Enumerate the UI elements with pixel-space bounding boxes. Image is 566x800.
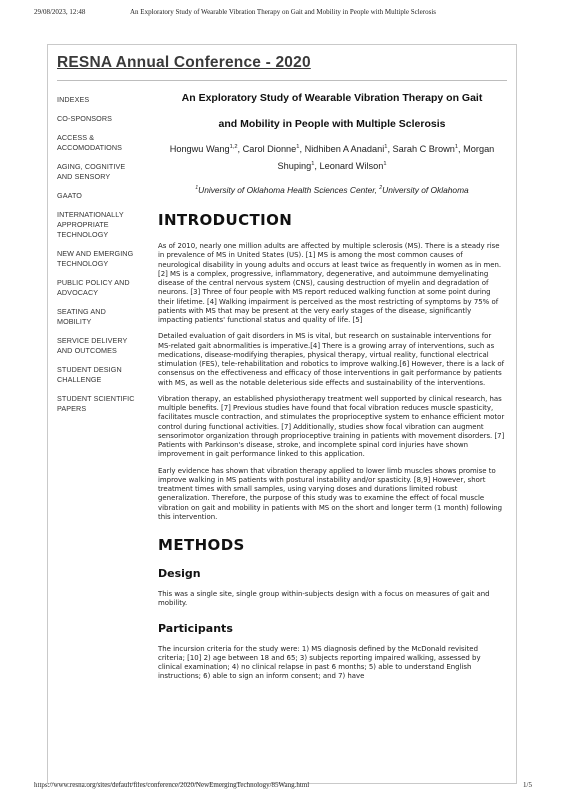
author-list bbox=[158, 141, 506, 175]
sidebar-item-public-policy-advocacy[interactable] bbox=[57, 278, 137, 298]
author-name: Carol Dionne bbox=[242, 144, 297, 154]
author-affiliation-mark: 1 bbox=[454, 143, 459, 150]
paragraph: Vibration therapy, an established physiotherapy treatment well supported by clinical research, has multiple benefits. [7] Previous studies have found that focal vibration reduces muscle spasticity, facilitates muscle contraction, and stimulates the proprioceptive system to enhance efficient motor control during functional activities. [7] Additionally, studies show focal vibration can augment sensorimotor organization through proprioceptive training in patients with movement disorders. [7] Patients with Parkinson's disease, stroke, and incomplete spinal cord injuries have shown improvement in gait performance linked to this application. bbox=[158, 394, 505, 459]
author-separator: , bbox=[314, 161, 320, 171]
print-page-number: 1/5 bbox=[523, 781, 532, 789]
author-name: Morgan Shuping bbox=[277, 144, 495, 171]
section-heading-introduction: INTRODUCTION bbox=[158, 211, 293, 229]
author-affiliation-mark: 1 bbox=[383, 160, 387, 167]
paper-title-line-1: An Exploratory Study of Wearable Vibration Therapy on Gait bbox=[181, 92, 483, 104]
author-affiliation-mark: 1,2 bbox=[229, 143, 238, 150]
site-title[interactable]: RESNA Annual Conference - 2020 bbox=[57, 54, 311, 71]
sidebar-item-label: STUDENT SCIENTIFIC PAPERS bbox=[57, 394, 135, 413]
sidebar-item-access-accomodations[interactable] bbox=[57, 133, 137, 153]
sidebar-item-label: GAATO bbox=[57, 191, 82, 200]
sidebar-item-label: PUBLIC POLICY AND ADVOCACY bbox=[57, 278, 130, 297]
article-content bbox=[158, 85, 506, 689]
author-separator: , bbox=[458, 144, 464, 154]
sidebar-item-label: SEATING AND MOBILITY bbox=[57, 307, 106, 326]
author-separator: , bbox=[237, 144, 243, 154]
sidebar-item-label: INTERNATIONALLY APPROPRIATE TECHNOLOGY bbox=[57, 210, 124, 239]
sidebar-item-label: AGING, COGNITIVE AND SENSORY bbox=[57, 162, 126, 181]
sidebar-item-label: INDEXES bbox=[57, 95, 90, 104]
author-affiliation-mark: 1 bbox=[311, 160, 315, 167]
sidebar-item-new-emerging-technology[interactable] bbox=[57, 249, 137, 269]
sidebar-item-indexes[interactable] bbox=[57, 95, 137, 105]
author-name: Sarah C Brown bbox=[392, 144, 455, 154]
subsection-heading-design: Design bbox=[158, 567, 201, 580]
sidebar-item-label: STUDENT DESIGN CHALLENGE bbox=[57, 365, 122, 384]
author-separator: , bbox=[387, 144, 393, 154]
sidebar-nav bbox=[57, 95, 137, 423]
print-footer bbox=[0, 781, 566, 793]
paragraph: The incursion criteria for the study were: 1) MS diagnosis defined by the McDonald revisited criteria; [10] 2) age between 18 and 65; 3) subjects reporting impaired walking, assessed by clinical examination; 4) no clinical relapse in past 6 months; 5) able to understand English instructions; 6) able to sign an inform consent; and 7) have bbox=[158, 644, 481, 681]
affiliation-mark: 1 bbox=[195, 185, 199, 192]
paper-title-line-2: and Mobility in People with Multiple Sclerosis bbox=[218, 118, 446, 130]
print-header bbox=[0, 8, 566, 20]
sidebar-item-student-scientific-papers[interactable] bbox=[57, 394, 137, 414]
affiliation-text: University of Oklahoma Health Sciences Center, bbox=[198, 185, 380, 195]
author-affiliation-mark: 1 bbox=[384, 143, 388, 150]
sidebar-item-internationally-appropriate-technology[interactable] bbox=[57, 210, 137, 240]
affiliations bbox=[164, 184, 500, 196]
author-name: Nidhiben A Anadani bbox=[304, 144, 385, 154]
sidebar-item-label: SERVICE DELIVERY AND OUTCOMES bbox=[57, 336, 128, 355]
print-url: https://www.resna.org/sites/default/files/conference/2020/NewEmergingTechnology/85Wang.html bbox=[34, 781, 310, 789]
subsection-heading-participants: Participants bbox=[158, 621, 233, 635]
paragraph: Detailed evaluation of gait disorders in MS is vital, but research on sustainable interventions for MS-related gait abnormalities is imperative.[4] There is a growing array of interventions, such as medications, disease-modifying therapies, physical therapy, virtual reality, functional electrical stimulation (FES), tele-rehabilitation and robotics to improve walking.[6] However, there is a lack of consensus on the effectiveness and efficacy of those interventions in gait performance by patients with MS, as well as the notable deleterious side effects and sustainability of the interventions. bbox=[158, 332, 505, 387]
sidebar-item-gaato[interactable] bbox=[57, 191, 137, 201]
paragraph: Early evidence has shown that vibration therapy applied to lower limb muscles shows promise to improve walking in MS patients with postural instability and/or spasticity. [8,9] However, short treatment times with small samples, using varying doses and durations limited robust generalization. Therefore, the purpose of this study was to examine the effect of focal muscle vibration on gait and mobility in patients with MS on the short and longer term (1 month) following this intervention. bbox=[158, 466, 503, 521]
page-frame bbox=[47, 44, 517, 784]
sidebar-item-seating-mobility[interactable] bbox=[57, 307, 137, 327]
print-timestamp: 29/08/2023, 12:48 bbox=[34, 8, 86, 16]
sidebar-item-label: NEW AND EMERGING TECHNOLOGY bbox=[57, 249, 134, 268]
author-affiliation-mark: 1 bbox=[296, 143, 300, 150]
sidebar-item-label: CO-SPONSORS bbox=[57, 114, 113, 123]
title-divider bbox=[57, 80, 507, 81]
sidebar-item-aging-cognitive-sensory[interactable] bbox=[57, 162, 137, 182]
affiliation-text: University of Oklahoma bbox=[382, 185, 469, 195]
paragraph: As of 2010, nearly one million adults are affected by multiple sclerosis (MS). There is a steady rise in prevalence of MS in United States (US). [1] MS is among the most common causes of neurological disability in young adults and occurs at least twice as frequently in women as in men. [2] MS is a complex, progressive, inflammatory, degenerative, and autoimmune demyelinating disease of the central nervous system (CNS), causing destruction of myelin and degradation of neurons. [3] Three of four people with MS report reduced walking function at some point during their lifetime. [4] Walking impairment is perceived as the most restricting of symptoms by 75% of patients with MS that may be present at the very early stages of the disease, significantly impacting patients' functional status and quality of life. [5] bbox=[158, 242, 502, 324]
sidebar-item-service-delivery-outcomes[interactable] bbox=[57, 336, 137, 356]
author-name: Leonard Wilson bbox=[319, 161, 384, 171]
sidebar-item-student-design-challenge[interactable] bbox=[57, 365, 137, 385]
paragraph: This was a single site, single group within-subjects design with a focus on measures of gait and mobility. bbox=[158, 590, 490, 608]
paper-title bbox=[158, 85, 506, 137]
sidebar-item-co-sponsors[interactable] bbox=[57, 114, 137, 124]
section-heading-methods: METHODS bbox=[158, 536, 245, 554]
affiliation-mark: 2 bbox=[379, 185, 383, 192]
author-separator: , bbox=[299, 144, 305, 154]
print-doc-title: An Exploratory Study of Wearable Vibration Therapy on Gait and Mobility in People with Multiple Sclerosis bbox=[130, 8, 436, 16]
sidebar-item-label: ACCESS & ACCOMODATIONS bbox=[57, 133, 123, 152]
author-name: Hongwu Wang bbox=[169, 144, 230, 154]
